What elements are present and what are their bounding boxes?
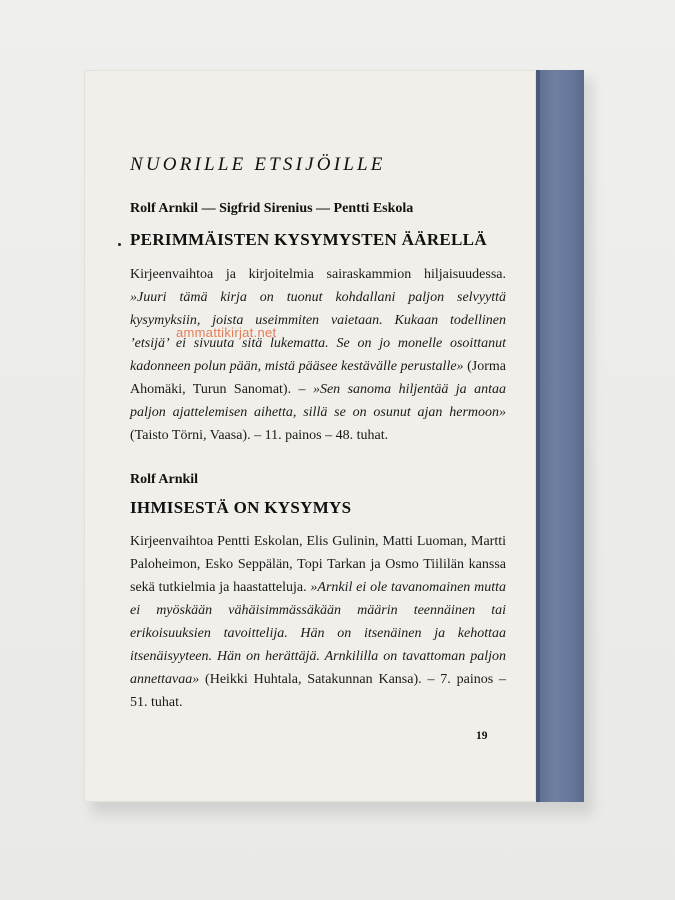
book2-description (130, 530, 506, 714)
book1-desc-edition: (Taisto Törni, Vaasa). – 11. painos – 48. tuhat. (130, 428, 389, 443)
book1-desc-quote-2: »Sen sanoma hiljentää ja antaa paljon ajattelemisen aihetta, sillä se on osunut ajan hermoon» (130, 382, 506, 420)
book1-authors: Rolf Arnkil — Sigfrid Sirenius — Pentti Eskola (130, 201, 414, 216)
book1-desc-text: Kirjeenvaihtoa ja kirjoitelmia sairaskammion hiljaisuudessa. (130, 267, 506, 282)
book-spine (536, 70, 584, 802)
book (84, 70, 584, 802)
book2-desc-text: Kirjeenvaihtoa Pentti Eskolan, Elis Gulinin, Matti Luoman, Martti Paloheimon, Esko Seppälän, Topi Tarkan ja Osmo Tiililän kanssa sekä tutkielmia ja haastatteluja. (130, 534, 506, 595)
print-speck (118, 243, 121, 246)
book2-desc-edition: (Heikki Huhtala, Satakunnan Kansa). – 7. painos – 51. tuhat. (130, 672, 506, 710)
watermark: ammattikirjat.net (176, 325, 277, 340)
book2-desc-quote: »Arnkil ei ole tavanomainen mutta ei myöskään vähäisimmässäkään määrin teennäinen tai erikoisuuksien tavoittelija. Hän on itsenäinen ja kehottaa itsenäisyyteen. Hän on herättäjä. Arnkililla on tavattoman paljon annettavaa» (130, 580, 506, 687)
book1-description (130, 263, 506, 447)
book2-title: IHMISESTÄ ON KYSYMYS (130, 498, 352, 517)
book1-title: PERIMMÄISTEN KYSYMYSTEN ÄÄRELLÄ (130, 230, 487, 249)
book2-authors: Rolf Arnkil (130, 472, 199, 487)
book1-desc-source: (Jorma Ahomäki, Turun Sanomat). – (130, 359, 506, 397)
series-title: NUORILLE ETSIJÖILLE (130, 154, 386, 175)
spine-edge (536, 70, 540, 802)
page-number: 19 (476, 730, 488, 742)
back-cover (84, 70, 536, 802)
book1-desc-quote: »Juuri tämä kirja on tuonut kohdallani paljon selvyyttä kysymyksiin, joista useimmiten vaietaan. Kukaan todellinen ’etsijä’ ei sivuuta sitä lukematta. Se on jo monelle osoittanut kadonneen polun pään, mistä pääsee kestävälle perustalle» (130, 290, 506, 374)
